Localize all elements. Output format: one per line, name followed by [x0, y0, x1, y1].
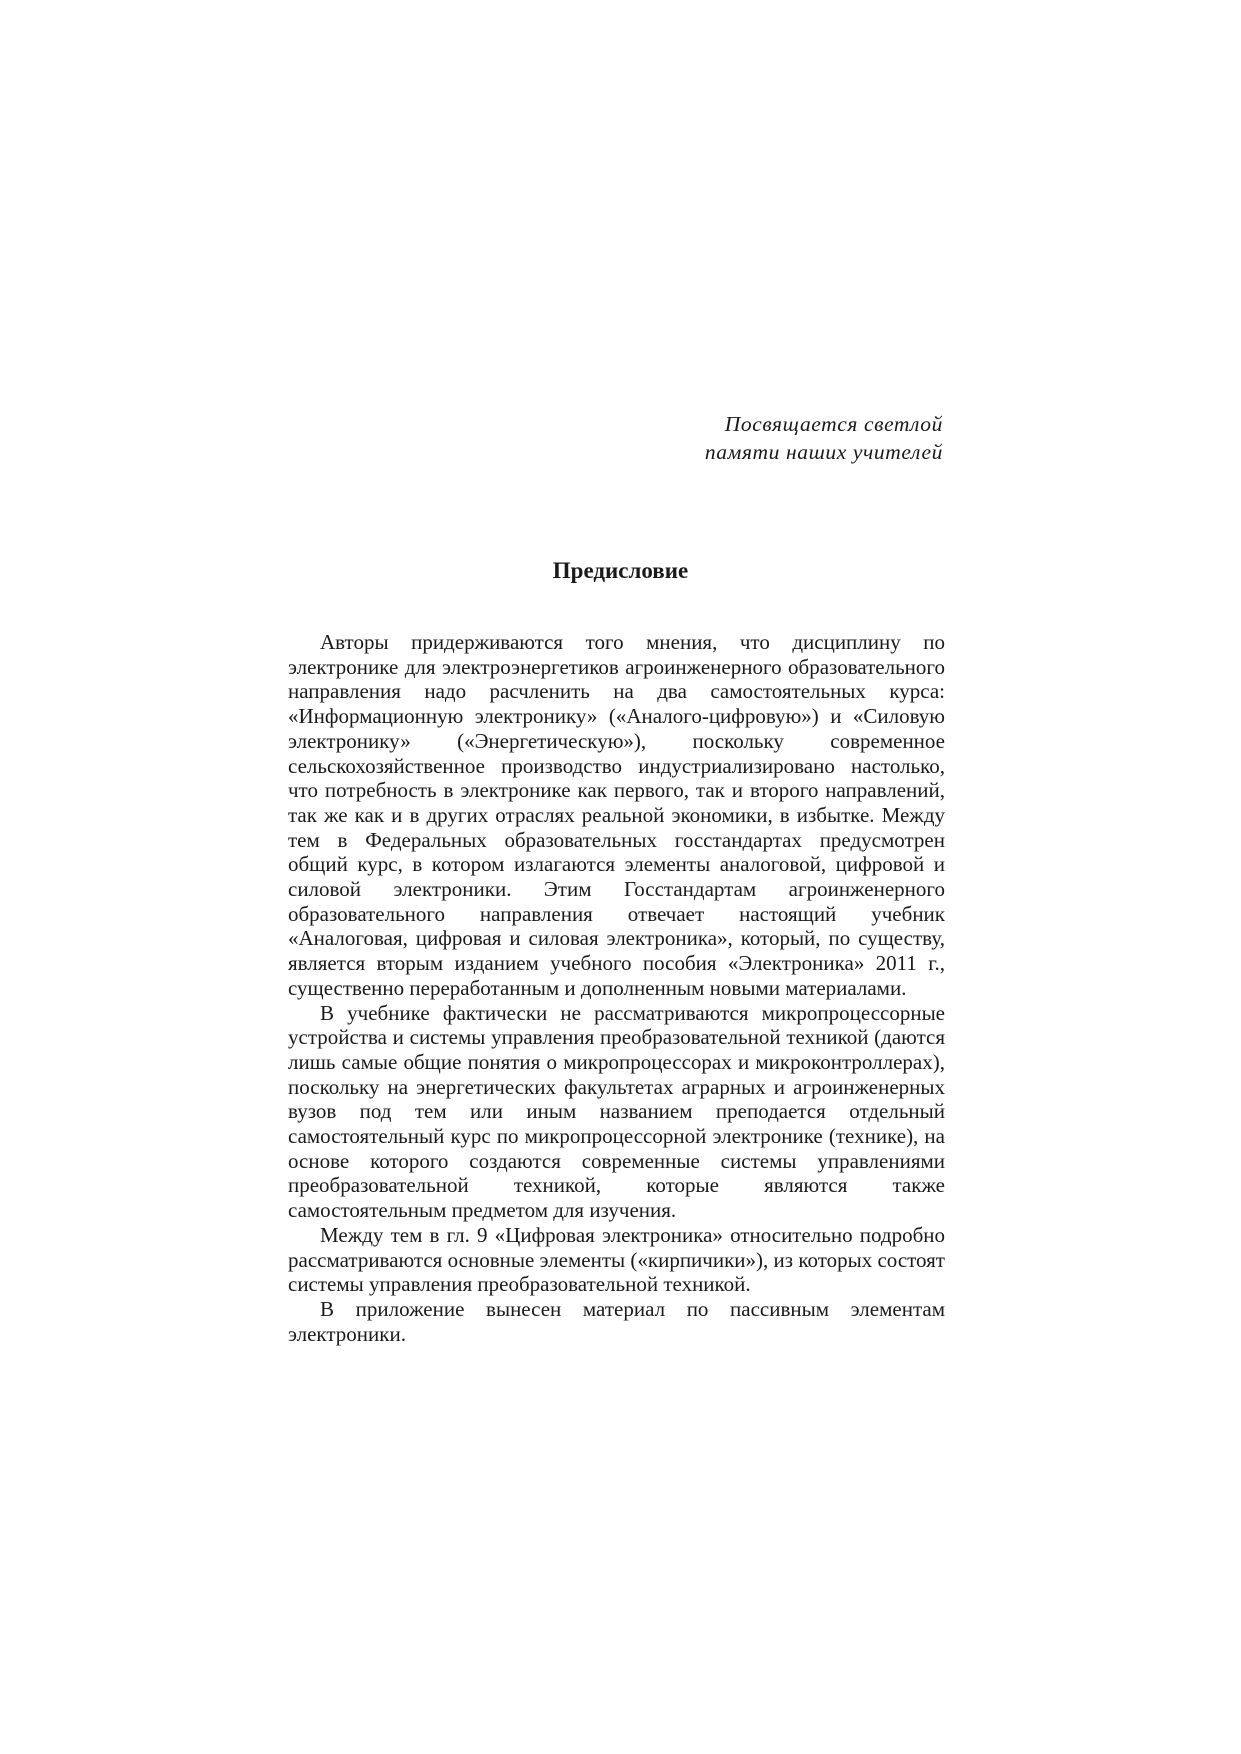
paragraph-2: В учебнике фактически не рассматриваются микропроцессорные устройства и системы управления преобразовательной техникой (даются лишь самые общие понятия о микропроцессорах и микроконтроллерах), поскольку на энергетических факультетах аграрных и агроинженерных вузов под тем или иным названием преподается отдельный самостоятельный курс по микропроцессорной электронике (технике), на основе которого создаются современные системы управлениями преобразовательной техникой, которые являются также самостоятельным предметом для изучения. [288, 1000, 945, 1223]
preface-body [288, 630, 945, 1346]
dedication [705, 410, 943, 466]
paragraph-1: Авторы придерживаются того мнения, что дисциплину по электронике для электроэнергетиков агроинженерного образовательного направления надо расчленить на два самостоятельных курса: «Информационную электронику» («Аналого-цифровую») и «Силовую электронику» («Энергетическую»), поскольку современное сельскохозяйственное производство индустриализировано настолько, что потребность в электронике как первого, так и второго направлений, так же как и в других отраслях реальной экономики, в избытке. Между тем в Федеральных образовательных госстандартах предусмотрен общий курс, в котором излагаются элементы аналоговой, цифровой и силовой электроники. Этим Госстандартам агроинженерного образовательного направления отвечает настоящий учебник «Аналоговая, цифровая и силовая электроника», который, по существу, является вторым изданием учебного пособия «Электроника» 2011 г., существенно переработанным и дополненным новыми материалами. [288, 630, 945, 1000]
page-title: Предисловие [552, 558, 689, 583]
dedication-line-2: памяти наших учителей [704, 440, 943, 464]
paragraph-4: В приложение вынесен материал по пассивным элементам электроники. [288, 1296, 945, 1346]
paragraph-3: Между тем в гл. 9 «Цифровая электроника» относительно подробно рассматриваются основные элементы («кирпичики»), из которых состоят системы управления преобразовательной техникой. [288, 1222, 945, 1297]
dedication-line-1: Посвящается светлой [724, 412, 943, 436]
